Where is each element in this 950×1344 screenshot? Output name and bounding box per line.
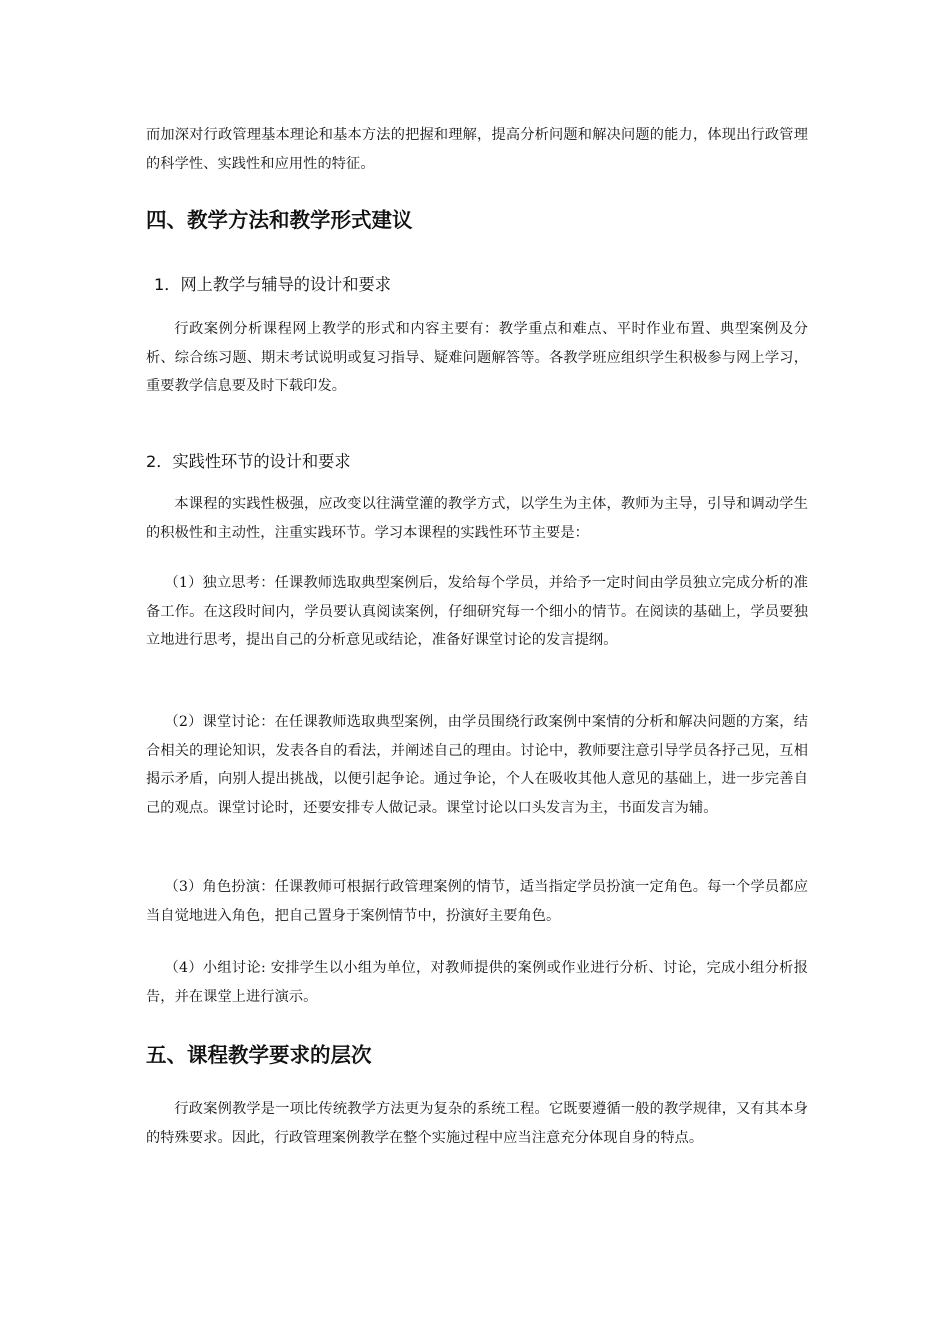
- practice-item-class-discussion: （2）课堂讨论：在任课教师选取典型案例，由学员围绕行政案例中案情的分析和解决问题的方案，结合相关的理论知识，发表各自的看法，并阐述自己的理由。讨论中，教师要注意引导学员各抒己见，互相揭示矛盾，向别人提出挑战，以便引起争论。通过争论，个人在吸收其他人意见的基础上，进一步完善自己的观点。课堂讨论时，还要安排专人做记录。课堂讨论以口头发言为主，书面发言为辅。: [146, 714, 808, 816]
- section-5-paragraph: 行政案例教学是一项比传统教学方法更为复杂的系统工程。它既要遵循一般的教学规律，又有其本身的特殊要求。因此，行政管理案例教学在整个实施过程中应当注意充分体现自身的特点。: [146, 1101, 808, 1146]
- subsection-2-heading: 2．实践性环节的设计和要求: [146, 452, 351, 471]
- section-5-heading: 五、课程教学要求的层次: [146, 1043, 372, 1067]
- practice-item-group-discussion: （4）小组讨论: 安排学生以小组为单位，对教师提供的案例或作业进行分析、讨论，完成小组分析报告，并在课堂上进行演示。: [146, 960, 808, 1005]
- practice-item-role-play: （3）角色扮演：任课教师可根据行政管理案例的情节，适当指定学员扮演一定角色。每一个学员都应当自觉地进入角色，把自己置身于案例情节中，扮演好主要角色。: [146, 879, 808, 924]
- subsection-1-paragraph: 行政案例分析课程网上教学的形式和内容主要有：教学重点和难点、平时作业布置、典型案例及分析、综合练习题、期末考试说明或复习指导、疑难问题解答等。各教学班应组织学生积极参与网上学习，重要教学信息要及时下载印发。: [146, 321, 808, 394]
- section-4-heading: 四、教学方法和教学形式建议: [146, 208, 413, 232]
- practice-item-independent-thinking: （1）独立思考：任课教师选取典型案例后，发给每个学员，并给予一定时间由学员独立完成分析的准备工作。在这段时间内，学员要认真阅读案例，仔细研究每一个细小的情节。在阅读的基础上，学员要独立地进行思考，提出自己的分析意见或结论，准备好课堂讨论的发言提纲。: [146, 575, 808, 648]
- subsection-2-paragraph: 本课程的实践性极强，应改变以往满堂灌的教学方式，以学生为主体，教师为主导，引导和调动学生的积极性和主动性，注重实践环节。学习本课程的实践性环节主要是：: [146, 496, 808, 541]
- intro-paragraph: 而加深对行政管理基本理论和基本方法的把握和理解，提高分析问题和解决问题的能力，体现出行政管理的科学性、实践性和应用性的特征。: [146, 127, 808, 172]
- subsection-1-heading: 1．网上教学与辅导的设计和要求: [154, 275, 391, 294]
